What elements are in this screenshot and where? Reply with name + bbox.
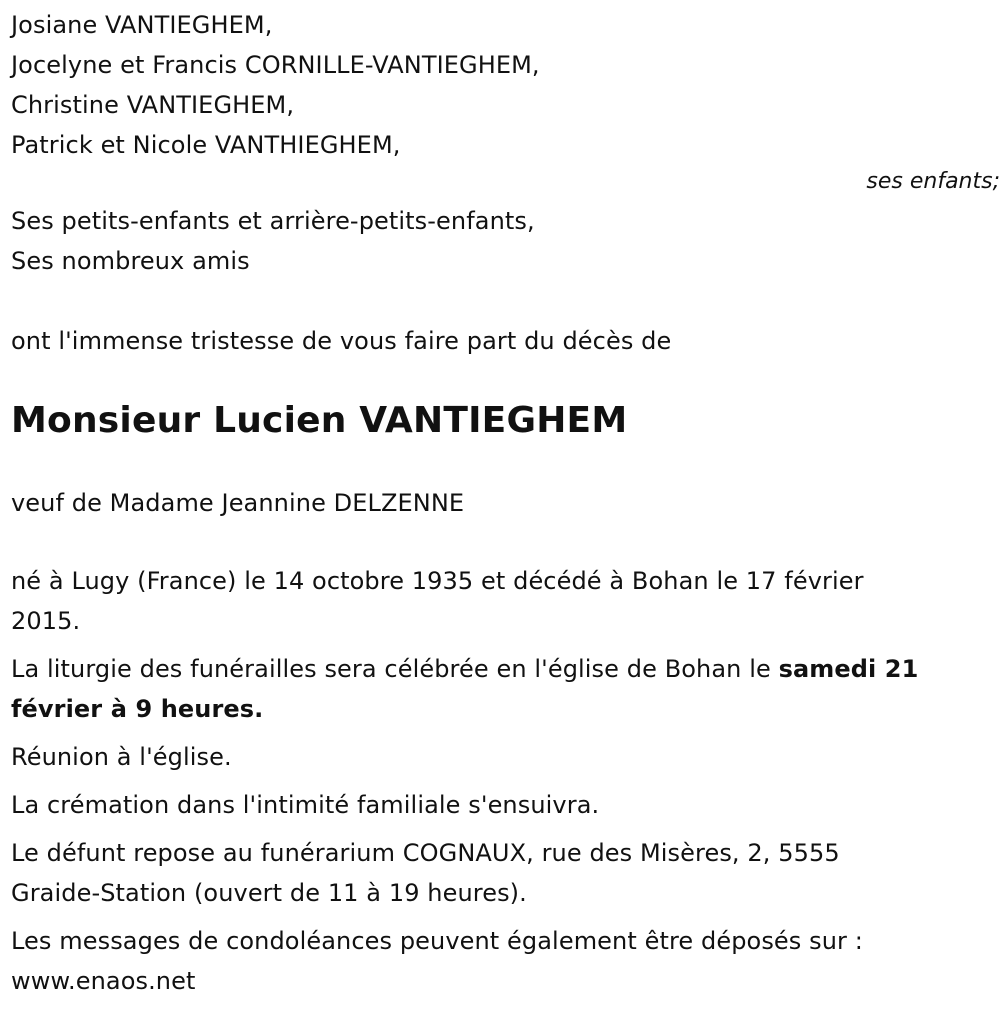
condolences-paragraph	[11, 921, 991, 1001]
widow-of-text: veuf de Madame Jeannine DELZENNE	[11, 489, 465, 517]
condolences-website: www.enaos.net	[11, 967, 196, 995]
funeral-time: février à 9 heures.	[11, 695, 264, 723]
funeral-paragraph	[11, 649, 991, 729]
meeting-text: Réunion à l'église.	[11, 743, 232, 771]
birth-death-line: 2015.	[11, 607, 81, 635]
meeting-paragraph	[11, 737, 991, 777]
condolences-line: Les messages de condoléances peuvent également être déposés sur :	[11, 927, 863, 955]
funeral-date: samedi 21	[778, 655, 919, 683]
child-name: Jocelyne et Francis CORNILLE-VANTIEGHEM,	[11, 51, 540, 79]
cremation-text: La crémation dans l'intimité familiale s'ensuivra.	[11, 791, 600, 819]
children-role-label: ses enfants;	[866, 169, 1000, 194]
relatives-line: Ses nombreux amis	[11, 247, 250, 275]
deceased-name: Monsieur Lucien VANTIEGHEM	[11, 400, 628, 441]
resting-paragraph	[11, 833, 991, 913]
obituary-notice	[11, 0, 1000, 1001]
announcement-text: ont l'immense tristesse de vous faire part du décès de	[11, 327, 672, 355]
funeral-line	[11, 649, 991, 689]
birth-death-line: né à Lugy (France) le 14 octobre 1935 et décédé à Bohan le 17 février	[11, 567, 864, 595]
child-name: Josiane VANTIEGHEM,	[11, 11, 273, 39]
relatives-list	[11, 201, 991, 281]
resting-line: Le défunt repose au funérarium COGNAUX, rue des Misères, 2, 5555	[11, 839, 840, 867]
children-list	[11, 5, 991, 165]
funeral-text: La liturgie des funérailles sera célébrée en l'église de Bohan le	[11, 655, 779, 683]
resting-line: Graide-Station (ouvert de 11 à 19 heures).	[11, 879, 527, 907]
relatives-line: Ses petits-enfants et arrière-petits-enfants,	[11, 207, 535, 235]
child-name: Christine VANTIEGHEM,	[11, 91, 295, 119]
birth-death-paragraph	[11, 561, 991, 641]
child-name: Patrick et Nicole VANTHIEGHEM,	[11, 131, 401, 159]
cremation-paragraph	[11, 785, 991, 825]
